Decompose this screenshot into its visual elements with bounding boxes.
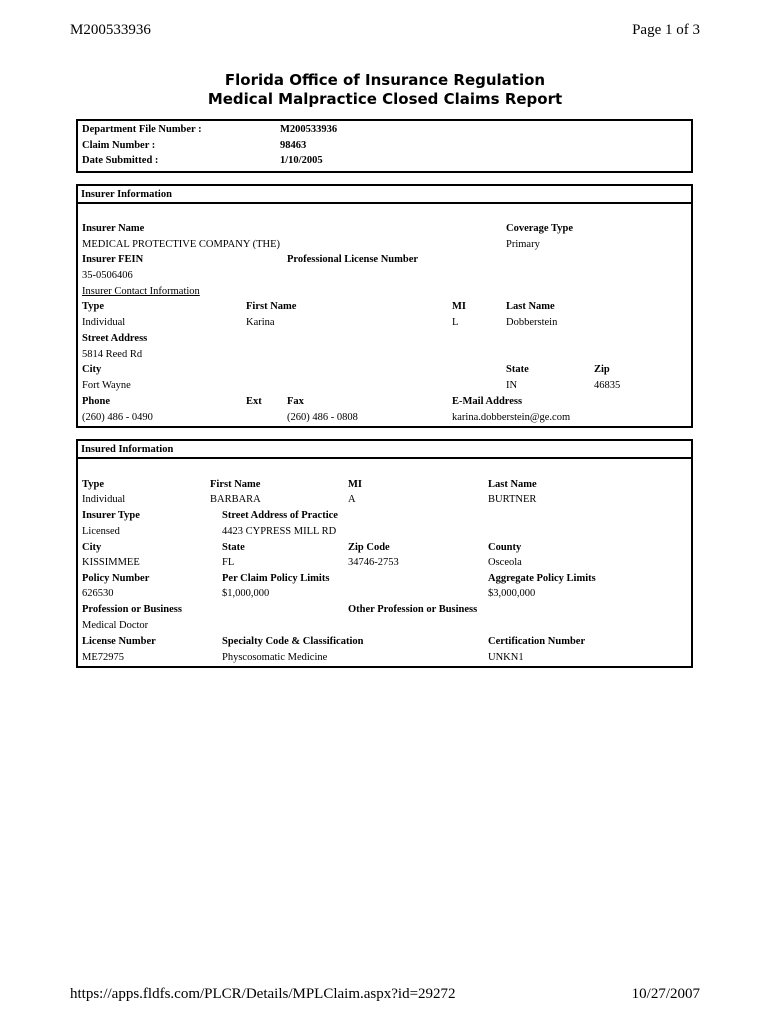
coverage-type-value: Primary bbox=[506, 239, 540, 250]
per-claim-limits-value: $1,000,000 bbox=[222, 588, 270, 599]
policy-number-value: 626530 bbox=[82, 588, 114, 599]
contact-state-label: State bbox=[506, 364, 529, 375]
contact-street-label: Street Address bbox=[82, 333, 148, 344]
date-submitted-value: 1/10/2005 bbox=[280, 155, 323, 166]
footer-date: 10/27/2007 bbox=[631, 986, 700, 1002]
contact-first-name-value: Karina bbox=[246, 317, 275, 328]
other-profession-label: Other Profession or Business bbox=[348, 604, 478, 615]
license-number-label: License Number bbox=[82, 636, 156, 647]
contact-phone-value: (260) 486 - 0490 bbox=[82, 412, 153, 423]
insured-state-value: FL bbox=[222, 557, 235, 568]
insurer-type-value: Licensed bbox=[82, 526, 120, 537]
insured-zip-label: Zip Code bbox=[348, 542, 390, 553]
contact-zip-value: 46835 bbox=[594, 380, 621, 391]
insured-section-title: Insured Information bbox=[78, 441, 691, 459]
policy-number-label: Policy Number bbox=[82, 573, 150, 584]
insurer-contact-heading: Insurer Contact Information bbox=[82, 286, 200, 297]
profession-value: Medical Doctor bbox=[82, 620, 149, 631]
certification-number-value: UNKN1 bbox=[488, 652, 524, 663]
insurer-type-label: Insurer Type bbox=[82, 510, 140, 521]
professional-license-label: Professional License Number bbox=[287, 254, 419, 265]
practice-street-value: 4423 CYPRESS MILL RD bbox=[222, 526, 337, 537]
insured-first-name-label: First Name bbox=[210, 479, 261, 490]
specialty-value: Physcosomatic Medicine bbox=[222, 652, 328, 663]
insured-mi-value: A bbox=[348, 494, 356, 505]
claim-number-label: Claim Number : bbox=[82, 140, 156, 151]
contact-type-value: Individual bbox=[82, 317, 126, 328]
contact-ext-label: Ext bbox=[246, 396, 262, 407]
contact-city-value: Fort Wayne bbox=[82, 380, 131, 391]
practice-street-label: Street Address of Practice bbox=[222, 510, 338, 521]
contact-mi-value: L bbox=[452, 317, 459, 328]
insured-last-name-value: BURTNER bbox=[488, 494, 537, 505]
report-title-line2: Medical Malpractice Closed Claims Report bbox=[207, 90, 563, 108]
file-info-box bbox=[76, 119, 693, 173]
header-page-number: Page 1 of 3 bbox=[632, 22, 700, 38]
insurer-section-title: Insurer Information bbox=[78, 186, 691, 204]
insured-city-label: City bbox=[82, 542, 102, 553]
aggregate-limits-value: $3,000,000 bbox=[488, 588, 536, 599]
insured-type-value: Individual bbox=[82, 494, 126, 505]
date-submitted-label: Date Submitted : bbox=[82, 155, 159, 166]
contact-first-name-label: First Name bbox=[246, 301, 297, 312]
footer-url: https://apps.fldfs.com/PLCR/Details/MPLClaim.aspx?id=29272 bbox=[70, 986, 456, 1002]
contact-phone-label: Phone bbox=[82, 396, 111, 407]
contact-last-name-value: Dobberstein bbox=[506, 317, 558, 328]
dept-file-number-label: Department File Number : bbox=[82, 124, 202, 135]
contact-city-label: City bbox=[82, 364, 102, 375]
insurer-information-section bbox=[76, 184, 693, 428]
insurer-name-value: MEDICAL PROTECTIVE COMPANY (THE) bbox=[82, 239, 281, 250]
specialty-label: Specialty Code & Classification bbox=[222, 636, 364, 647]
dept-file-number-value: M200533936 bbox=[280, 124, 338, 135]
insurer-name-label: Insurer Name bbox=[82, 223, 145, 234]
insured-first-name-value: BARBARA bbox=[210, 494, 261, 505]
insured-state-label: State bbox=[222, 542, 245, 553]
per-claim-limits-label: Per Claim Policy Limits bbox=[222, 573, 330, 584]
aggregate-limits-label: Aggregate Policy Limits bbox=[488, 573, 596, 584]
certification-number-label: Certification Number bbox=[488, 636, 586, 647]
contact-state-value: IN bbox=[506, 380, 518, 391]
license-number-value: ME72975 bbox=[82, 652, 124, 663]
insured-county-label: County bbox=[488, 542, 522, 553]
insured-type-label: Type bbox=[82, 479, 104, 490]
insured-city-value: KISSIMMEE bbox=[82, 557, 140, 568]
contact-mi-label: MI bbox=[452, 301, 466, 312]
insurer-fein-label: Insurer FEIN bbox=[82, 254, 144, 265]
contact-street-value: 5814 Reed Rd bbox=[82, 349, 143, 360]
insured-mi-label: MI bbox=[348, 479, 362, 490]
insured-last-name-label: Last Name bbox=[488, 479, 537, 490]
insurer-fein-value: 35-0506406 bbox=[82, 270, 133, 281]
header-file-id: M200533936 bbox=[70, 22, 151, 38]
contact-last-name-label: Last Name bbox=[506, 301, 555, 312]
report-title-line1: Florida Office of Insurance Regulation bbox=[224, 71, 546, 89]
insured-information-section bbox=[76, 439, 693, 668]
contact-email-label: E-Mail Address bbox=[452, 396, 523, 407]
contact-zip-label: Zip bbox=[594, 364, 610, 375]
contact-fax-label: Fax bbox=[287, 396, 304, 407]
profession-label: Profession or Business bbox=[82, 604, 182, 615]
insured-county-value: Osceola bbox=[488, 557, 522, 568]
insured-zip-value: 34746-2753 bbox=[348, 557, 399, 568]
contact-type-label: Type bbox=[82, 301, 104, 312]
coverage-type-label: Coverage Type bbox=[506, 223, 573, 234]
contact-fax-value: (260) 486 - 0808 bbox=[287, 412, 358, 423]
contact-email-value: karina.dobberstein@ge.com bbox=[452, 412, 571, 423]
claim-number-value: 98463 bbox=[280, 140, 307, 151]
